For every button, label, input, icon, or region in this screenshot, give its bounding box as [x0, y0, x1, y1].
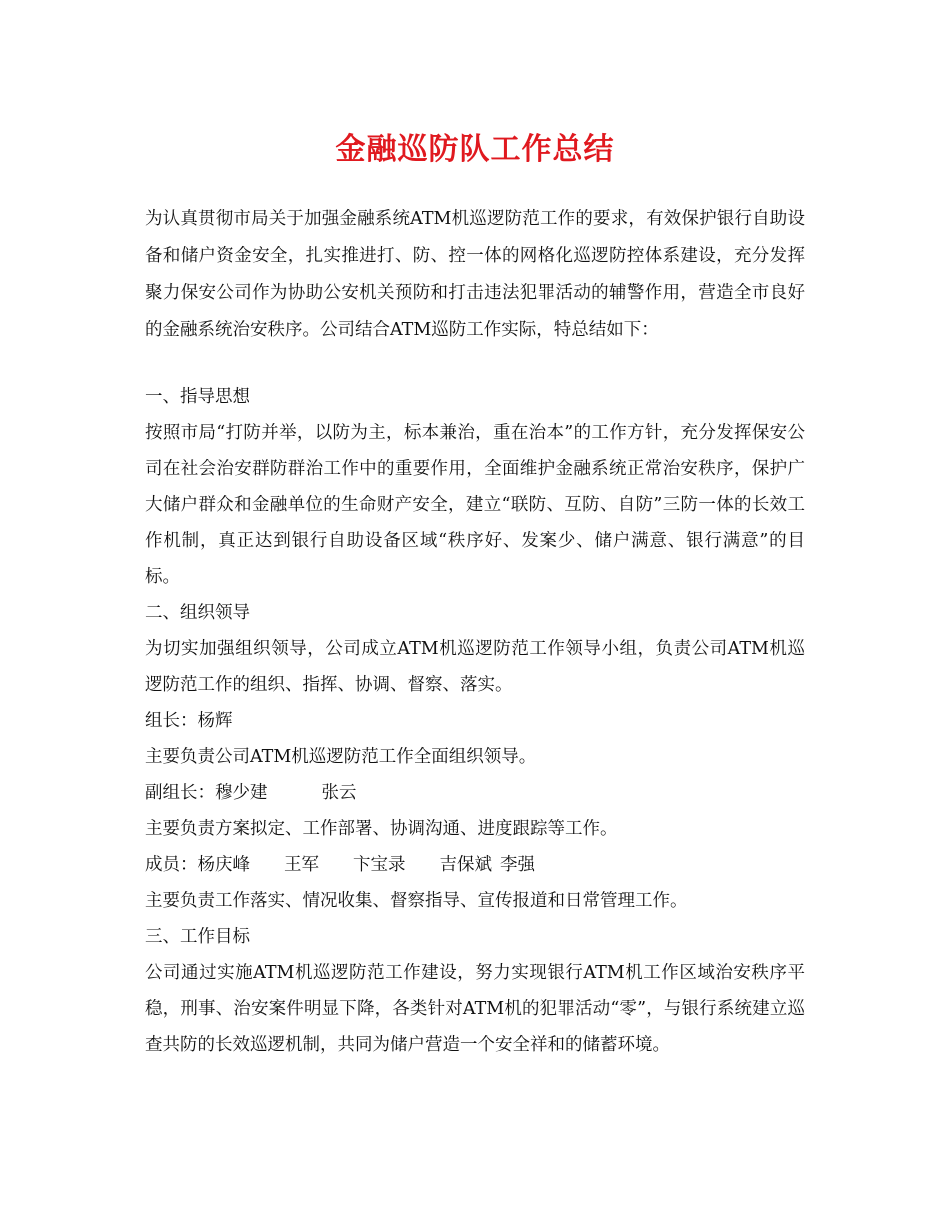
- section2-paragraph: 为切实加强组织领导，公司成立ATM机巡逻防范工作领导小组，负责公司ATM机巡逻防范工作的组织、指挥、协调、督察、落实。: [145, 639, 805, 695]
- paragraph-gap: [145, 349, 805, 379]
- section1-heading: 一、指导思想: [145, 387, 250, 407]
- deputy-line: [145, 775, 805, 811]
- deputy-duty-line: 主要负责方案拟定、工作部署、协调沟通、进度跟踪等工作。: [145, 819, 618, 839]
- deputy-label: 副组长：穆少建: [145, 783, 268, 803]
- section1-paragraph: 按照市局“打防并举，以防为主，标本兼治，重在治本”的工作方针，充分发挥保安公司在社会治安群防群治工作中的重要作用，全面维护金融系统正常治安秩序，保护广大储户群众和金融单位的生命财产安全，建立“联防、互防、自防”三防一体的长效工作机制，真正达到银行自助设备区域“秩序好、发案少、储户满意、银行满意”的目标。: [145, 423, 805, 587]
- section3-heading: 三、工作目标: [145, 927, 250, 947]
- leader-duty-line: 主要负责公司ATM机巡逻防范工作全面组织领导。: [145, 747, 537, 767]
- members-label: 成员：杨庆峰: [145, 855, 250, 875]
- members-duty-line: 主要负责工作落实、情况收集、督察指导、宣传报道和日常管理工作。: [145, 891, 688, 911]
- leader-line: 组长：杨辉: [145, 711, 233, 731]
- document-title: 金融巡防队工作总结: [335, 132, 615, 167]
- member-name: 王军: [284, 855, 319, 875]
- members-line: [145, 847, 805, 883]
- intro-paragraph: 为认真贯彻市局关于加强金融系统ATM机巡逻防范工作的要求，有效保护银行自助设备和储户资金安全，扎实推进打、防、控一体的网格化巡逻防控体系建设，充分发挥聚力保安公司作为协助公安机关预防和打击违法犯罪活动的辅警作用，营造全市良好的金融系统治安秩序。公司结合ATM巡防工作实际，特总结如下：: [145, 209, 805, 340]
- member-name: 卞宝录: [353, 855, 406, 875]
- section2-heading: 二、组织领导: [145, 603, 250, 623]
- section3-paragraph: 公司通过实施ATM机巡逻防范工作建设，努力实现银行ATM机工作区域治安秩序平稳，刑事、治安案件明显下降，各类针对ATM机的犯罪活动“零”，与银行系统建立巡查共防的长效巡逻机制，共同为储户营造一个安全祥和的储蓄环境。: [145, 963, 805, 1055]
- member-name: 吉保斌: [439, 855, 492, 875]
- document-body: [145, 201, 805, 1063]
- deputy-second-name: 张云: [321, 783, 357, 803]
- member-name: 李强: [500, 855, 535, 875]
